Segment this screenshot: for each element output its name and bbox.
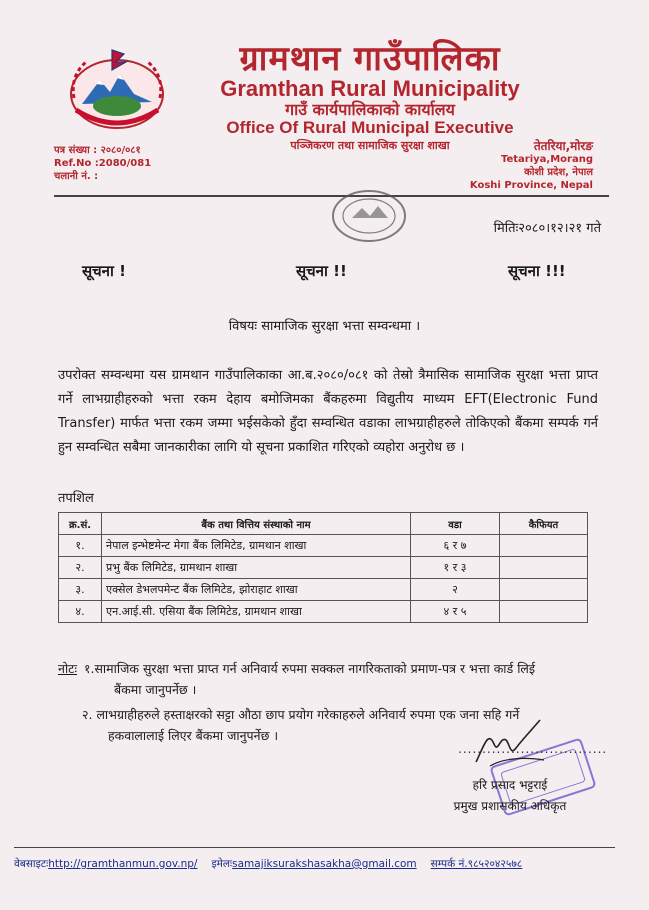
serial-cell: ३. [59,579,102,601]
patra-sankhya: पत्र संख्या : २०८०/०८१ [54,145,141,156]
remarks-cell [500,601,588,623]
serial-cell: २. [59,557,102,579]
serial-cell: १. [59,535,102,557]
email-link[interactable]: samajiksurakshasakha@gmail.com [232,858,417,870]
address-line: तेतरिया,मोरङ [533,139,593,153]
table-header-row [59,513,588,535]
department-name: पञ्जिकरण तथा सामाजिक सुरक्षा शाखा [290,139,450,152]
website-label: वेबसाइटः [14,858,49,870]
bank-name-cell: नेपाल इन्भेष्टमेन्ट मेगा बैंक लिमिटेड, ग्रामथान शाखा [102,535,411,557]
table-row [59,535,588,557]
ward-cell: ६ र ७ [411,535,500,557]
contact-number: सम्पर्क नं.९८५२०४२५७८ [430,858,523,870]
note-text: बैंकमा जानुपर्नेछ । [114,682,197,697]
office-nepali: गाउँ कार्यपालिकाको कार्यालय [285,100,455,119]
note-text: २. लाभग्राहीहरुले हस्ताक्षरको सट्टा औठा छाप प्रयोग गरेकाहरुले अनिवार्य रुपमा एक जना सहि गर्ने [82,707,520,722]
title-nepali: ग्रामथान गाउँपालिका [239,39,501,79]
bank-name-cell: एन.आई.सी. एसिया बैंक लिमिटेड, ग्रामथान शाखा [102,601,411,623]
table-row [59,601,588,623]
address-line: Koshi Province, Nepal [469,180,593,191]
office-stamp-icon [330,188,408,244]
ward-cell: ४ र ५ [411,601,500,623]
notice-heading: सूचना !!! [508,262,566,280]
eft-text: EFT(Electronic Fund Transfer) [58,392,598,431]
chalani-no: चलानी नं. : [54,171,99,182]
reference-block [54,144,151,183]
office-english: Office Of Rural Municipal Executive [226,118,514,137]
body-text: उपरोक्त सम्वन्धमा यस ग्रामथान गाउँपालिकाका आ.ब.२०८०/०८१ को तेस्रो त्रैमासिक सामाजिक सुरक्षा भत्ता प्राप्त गर्ने लाभग्राहीहरुको भत्ता रकम देहाय बमोजिमका बैंकहरुमा विद्युतीय माध्यम [58,368,598,407]
note-text: १.सामाजिक सुरक्षा भत्ता प्राप्त गर्न अनिवार्य रुपमा सक्कल नागरिकताको प्रमाण-पत्र र भत्ता कार्ड लिई [84,661,536,676]
signature-icon [470,716,550,776]
signatory-name: हरि प्रसाद भट्टराई [472,778,548,792]
column-header: क्र.सं. [59,513,102,535]
ref-no: Ref.No :2080/081 [54,158,152,169]
footer-divider [14,847,615,848]
column-header: कैफियत [500,513,588,535]
address-line: कोशी प्रदेश, नेपाल [524,167,593,178]
remarks-cell [500,535,588,557]
address-block [470,140,593,192]
subject-line: विषयः सामाजिक सुरक्षा भत्ता सम्वन्धमा । [228,319,421,334]
issue-date: मितिः२०८०।१२।२१ गते [493,221,601,236]
table-row [59,557,588,579]
notice-heading: सूचना !! [296,262,347,280]
note-text: हकवालालाई लिएर बैंकमा जानुपर्नेछ । [108,728,279,743]
footer [14,857,634,871]
body-paragraph [58,364,598,460]
signatory-title: प्रमुख प्रशासकीय अधिकृत [453,799,567,813]
ward-cell: १ र ३ [411,557,500,579]
bank-name-cell: एक्सेल डेभलपमेन्ट बैंक लिमिटेड, झोराहाट शाखा [102,579,411,601]
bank-table [58,512,588,623]
ward-cell: २ [411,579,500,601]
website-link[interactable]: http://gramthanmun.gov.np/ [48,858,198,870]
address-line: Tetariya,Morang [500,154,593,165]
signature-line: ............................... [458,742,608,756]
body-text: मार्फत भत्ता रकम जम्मा भईसकेको हुँदा सम्वन्धित वडाका लाभग्राहीहरुले तोकिएको बैंकमा सम्पर्क गर्न हुन सम्वन्धित सबैमा जानकारीका लागि यो सूचना प्रकाशित गरिएको व्यहोरा अनुरोध छ । [58,416,598,455]
column-header: वडा [411,513,500,535]
table-row [59,579,588,601]
details-label: तपशिल [58,491,94,506]
notice-heading: सूचना ! [82,262,126,280]
remarks-cell [500,557,588,579]
note-item [58,658,603,700]
title-english: Gramthan Rural Municipality [220,76,520,101]
email-label: इमेलः [211,858,233,870]
nepal-emblem-icon [62,40,172,132]
serial-cell: ४. [59,601,102,623]
notes-label: नोटः [58,661,78,676]
bank-name-cell: प्रभु बैंक लिमिटेड, ग्रामथान शाखा [102,557,411,579]
remarks-cell [500,579,588,601]
column-header: बैंक तथा वित्तिय संस्थाको नाम [102,513,411,535]
